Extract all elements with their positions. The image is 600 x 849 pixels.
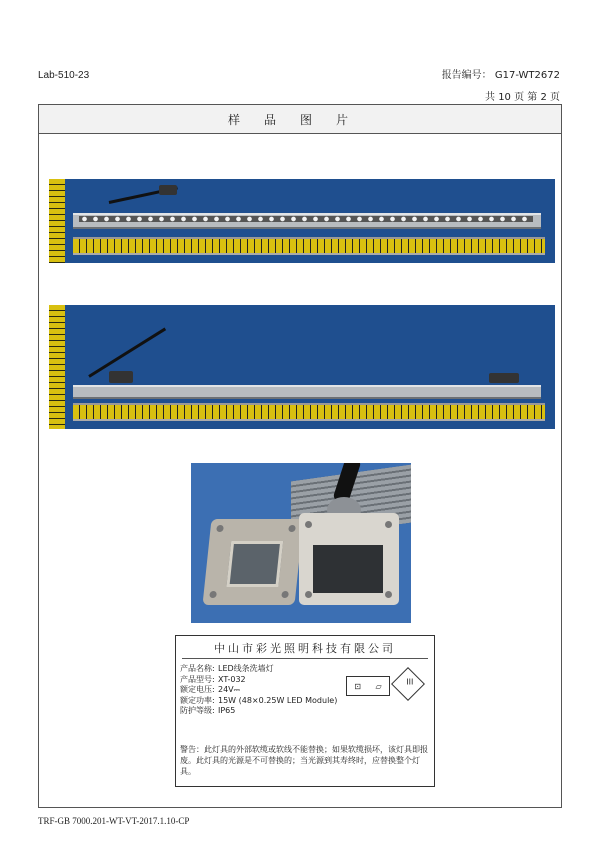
end-cap-opening [226, 541, 283, 587]
spec-row-ip [180, 706, 340, 717]
lamp-icon: ⊡ [354, 681, 361, 691]
spec-row-name [180, 664, 340, 675]
screw-hole [305, 521, 312, 528]
class-iii-icon [391, 667, 425, 701]
spec-value: XT-032 [218, 674, 246, 684]
led-row [79, 216, 533, 222]
cable-connector [159, 185, 177, 195]
screw-hole [216, 525, 224, 532]
screw-hole [281, 591, 289, 598]
spec-value: IP65 [218, 706, 236, 716]
company-name: 中山市彩光照明科技有限公司 [214, 642, 396, 655]
installation-symbol-icon [346, 676, 390, 696]
spec-value: 15W (48×0.25W LED Module) [218, 695, 338, 705]
footer-code: TRF-GB 7000.201-WT-VT-2017.1.10-CP [38, 816, 190, 826]
screw-hole [288, 525, 296, 532]
screw-hole [385, 591, 392, 598]
horizontal-ruler [73, 403, 545, 421]
horizontal-ruler [73, 237, 545, 255]
sample-photo-end-cap [191, 463, 411, 623]
report-number: 报告编号： G17-WT2672 [441, 70, 560, 81]
spec-row-voltage [180, 685, 340, 696]
spec-row-model [180, 675, 340, 686]
fitted-end-cap [299, 513, 399, 605]
spec-key: 防护等级: [180, 706, 215, 716]
screw-hole [385, 521, 392, 528]
cable-connector [489, 373, 519, 383]
spec-key: 产品名称: [180, 664, 215, 673]
sample-photo-side-view [49, 305, 555, 429]
lab-id: Lab-510-23 [38, 70, 90, 81]
removed-end-cap [202, 519, 303, 605]
led-bar-side [73, 385, 541, 399]
spec-key: 额定电压: [180, 685, 215, 695]
end-cap-window [313, 545, 383, 593]
product-nameplate [175, 635, 435, 787]
cable-connector [109, 371, 133, 383]
page-info: 共 10 页 第 2 页 [485, 92, 560, 103]
warning-text: 警告：此灯具的外部软缆或软线不能替换；如果软缆损坏，该灯具即报废。此灯具的光源是不可替换的；当光源到其寿终时，应替换整个灯具。 [180, 745, 428, 776]
spec-key: 额定功率: [180, 695, 215, 705]
sample-photos-frame [38, 104, 562, 808]
spec-value: LED线条洗墙灯 [218, 664, 274, 673]
screw-hole [209, 591, 217, 598]
class-symbol: III [406, 677, 414, 687]
vertical-ruler [49, 305, 65, 429]
spec-key: 产品型号: [180, 674, 215, 684]
spec-row-power [180, 696, 340, 707]
sample-photo-top-view [49, 179, 555, 263]
spec-value: 24V⎓ [218, 685, 241, 695]
divider [182, 658, 428, 659]
screw-hole [305, 591, 312, 598]
section-title: 样品图片 [39, 105, 561, 134]
vertical-ruler [49, 179, 65, 263]
nameplate-specs [180, 664, 340, 717]
surface-icon: ▱ [375, 681, 382, 691]
